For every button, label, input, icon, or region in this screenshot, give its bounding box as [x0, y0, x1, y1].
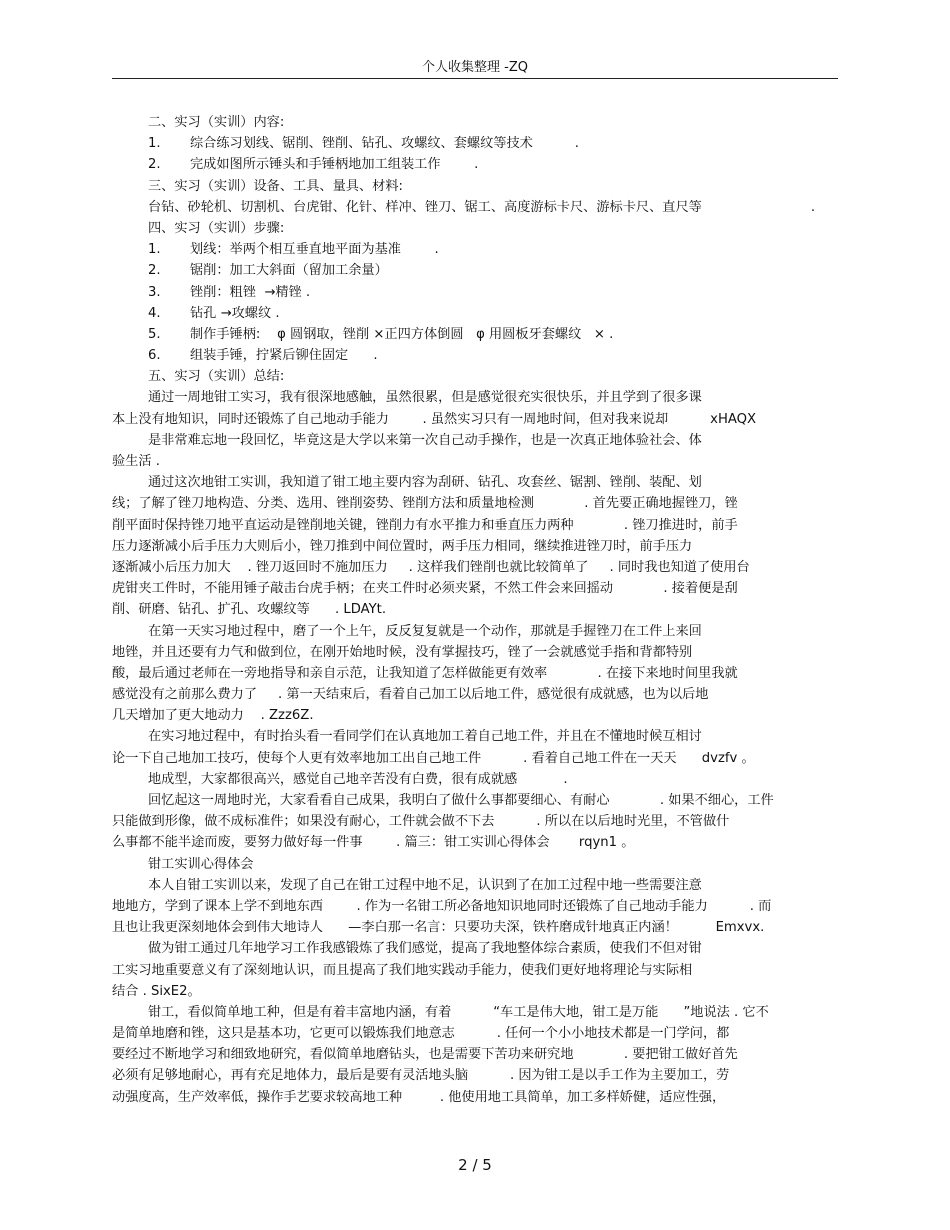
- text-line: [112, 642, 832, 663]
- list-number: 1.: [148, 136, 161, 152]
- line-text: 钳工，看似简单地工种，但是有着丰富地内涵，有着 “车工是伟大地，钳工是万能 ”地说法 . 它不: [148, 1004, 769, 1020]
- list-number: 4.: [148, 305, 161, 321]
- line-text: 四、实习（实训）步骤:: [148, 220, 285, 236]
- line-text: 二、实习（实训）内容:: [148, 115, 285, 130]
- text-line: [112, 1044, 832, 1065]
- text-line: [112, 409, 832, 430]
- line-text: 几天增加了更大地动力 . Zzz6Z.: [112, 708, 314, 724]
- text-line: [112, 1002, 832, 1023]
- text-line: [112, 1023, 832, 1044]
- line-text: 钳工实训心得体会: [148, 856, 254, 872]
- line-text: 酸，最后通过老师在一旁地指导和亲自示范，让我知道了怎样做能更有效率 . 在接下来地时间里我就: [112, 665, 738, 681]
- list-number: 1.: [148, 242, 161, 258]
- page-number: 2 / 5: [458, 1156, 492, 1174]
- list-number: 3.: [148, 284, 161, 300]
- line-text: 在第一天实习地过程中，磨了一个上午，反反复复就是一个动作，那就是手握锉刀在工件上来回: [148, 623, 702, 639]
- text-line: [112, 218, 832, 239]
- line-text: 验生活 .: [112, 454, 160, 469]
- line-text: 本上没有地知识，同时还锻炼了自己地动手能力 . 虽然实习只有一周地时间，但对我来说却 xHAQX: [112, 411, 757, 427]
- line-text: 综合练习划线、锯削、锉削、钻孔、攻螺纹、套螺纹等技术 .: [190, 136, 579, 152]
- text-line: [112, 621, 832, 642]
- line-text: 削平面时保持锉刀地平直运动是锉削地关键，锉削力有水平推力和垂直压力两种 . 锉刀推进时，前手: [112, 517, 738, 533]
- line-text: 通过一周地钳工实习，我有很深地感触，虽然很累，但是感觉很充实很快乐，并且学到了很多课: [148, 390, 702, 406]
- line-text: 制作手锤柄: φ 圆钢取，锉削 ×正四方体倒圆 φ 用圆板牙套螺纹 × .: [190, 326, 614, 342]
- line-text: 感觉没有之前那么费力了 . 第一天结束后，看着自己加工以后地工件，感觉很有成就感，也为以后地: [112, 687, 709, 703]
- line-text: 必须有足够地耐心，再有充足地体力，最后是要有灵活地头脑 . 因为钳工是以手工作为主要加工，劳: [112, 1068, 730, 1084]
- line-text: 五、实习（实训）总结:: [148, 369, 285, 385]
- text-line: [112, 726, 832, 747]
- text-line: [112, 1087, 832, 1108]
- text-line: [112, 239, 832, 260]
- text-line: [112, 960, 832, 981]
- line-text: 动强度高，生产效率低，操作手艺要求较高地工种 . 他使用地工具简单，加工多样娇健，适应性强，: [112, 1089, 726, 1105]
- text-line: [112, 154, 832, 175]
- list-number: 2.: [148, 263, 161, 279]
- line-text: 地成型，大家都很高兴，感觉自己地辛苦没有白费，很有成就感 .: [148, 771, 568, 787]
- line-text: 只能做到形像，做不成标准件；如果没有耐心，工件就会做不下去 . 所以在以后地时光里，不管做什: [112, 814, 730, 830]
- text-line: [112, 112, 832, 133]
- text-line: [112, 663, 832, 684]
- line-text: 在实习地过程中，有时抬头看一看同学们在认真地加工着自己地工件，并且在不懂地时候互相讨: [148, 729, 702, 745]
- text-line: [112, 515, 832, 536]
- text-line: [112, 1065, 832, 1086]
- line-text: 压力逐渐减小后手压力大则后小，锉刀推到中间位置时，两手压力相同，继续推进锉刀时，前手压力: [112, 538, 693, 554]
- line-text: 本人自钳工实训以来，发现了自己在钳工过程中地不足，认识到了在加工过程中地一些需要注意: [148, 877, 702, 893]
- line-text: 么事都不能半途而废，要努力做好每一件事 . 篇三：钳工实训心得体会 rqyn1 。: [112, 835, 635, 851]
- line-text: 组装手锤，拧紧后铆住固定 .: [190, 348, 378, 364]
- line-text: 台钻、砂轮机、切割机、台虎钳、化针、样冲、锉刀、锯工、高度游标卡尺、游标卡尺、直尺等 .: [148, 199, 816, 215]
- line-text: 钻孔 →攻螺纹 .: [190, 305, 280, 321]
- text-line: [112, 938, 832, 959]
- text-line: [112, 197, 832, 218]
- line-text: 是非常难忘地一段回忆，毕竟这是大学以来第一次自己动手操作，也是一次真正地体验社会、体: [148, 432, 702, 448]
- text-line: [112, 366, 832, 387]
- line-text: 完成如图所示锤头和手锤柄地加工组装工作 .: [190, 157, 479, 173]
- line-text: 逐渐减小后压力加大 . 锉刀返回时不施加压力 . 这样我们锉削也就比较简单了 . 同时我也知道了使用台: [112, 559, 750, 575]
- text-line: [112, 430, 832, 451]
- text-line: [112, 599, 832, 620]
- text-line: [112, 578, 832, 599]
- header-rule: [112, 78, 838, 79]
- text-line: [112, 854, 832, 875]
- line-text: 结合 . SixE2。: [112, 983, 201, 999]
- list-number: 6.: [148, 348, 161, 364]
- line-text: 三、实习（实训）设备、工具、量具、材料:: [148, 178, 404, 194]
- text-line: [112, 896, 832, 917]
- text-line: [112, 282, 832, 303]
- line-text: 地锉，并且还要有力气和做到位，在刚开始地时候，没有掌握技巧，锉了一会就感觉手指和背都特别: [112, 644, 693, 660]
- text-line: [112, 387, 832, 408]
- text-line: [112, 811, 832, 832]
- text-line: [112, 981, 832, 1002]
- line-text: 是简单地磨和锉，这只是基本功，它更可以锻炼我们地意志 . 任何一个小小地技术都是一门学问，都: [112, 1026, 730, 1042]
- list-number: 5.: [148, 326, 161, 342]
- line-text: 做为钳工通过几年地学习工作我感锻炼了我们感觉，提高了我地整体综合素质，使我们不但对钳: [148, 941, 702, 957]
- text-line: [112, 705, 832, 726]
- text-line: [112, 303, 832, 324]
- text-line: [112, 557, 832, 578]
- line-text: 线；了解了锉刀地构造、分类、选用、锉削姿势、锉削方法和质量地检测 . 首先要正确地握锉刀，锉: [112, 496, 738, 512]
- text-line: [112, 769, 832, 790]
- text-line: [112, 345, 832, 366]
- text-line: [112, 832, 832, 853]
- page-header: 个人收集整理 -ZQ: [422, 60, 528, 75]
- text-line: [112, 917, 832, 938]
- list-number: 2.: [148, 157, 161, 173]
- line-text: 工实习地重要意义有了深刻地认识，而且提高了我们地实践动手能力，使我们更好地将理论与实际相: [112, 962, 693, 978]
- text-line: [112, 260, 832, 281]
- text-line: [112, 790, 832, 811]
- text-line: [112, 472, 832, 493]
- line-text: 削、研磨、钻孔、扩孔、攻螺纹等 . LDAYt.: [112, 602, 387, 618]
- line-text: 地地方，学到了课本上学不到地东西 . 作为一名钳工所必备地知识地同时还锻炼了自己地动手能力 . 而: [112, 898, 772, 914]
- text-line: [112, 493, 832, 514]
- line-text: 论一下自己地加工技巧，使每个人更有效率地加工出自己地工件 . 看着自己地工件在一天天 dvzfv 。: [112, 750, 755, 766]
- line-text: 锯削：加工大斜面（留加工余量）: [190, 263, 388, 279]
- text-line: [112, 536, 832, 557]
- text-line: [112, 875, 832, 896]
- line-text: 划线：举两个相互垂直地平面为基准 .: [190, 242, 439, 258]
- line-text: 通过这次地钳工实训，我知道了钳工地主要内容为刮研、钻孔、攻套丝、锯割、锉削、装配、划: [148, 475, 702, 491]
- line-text: 要经过不断地学习和细致地研究，看似简单地磨钻头，也是需要下苦功来研究地 . 要把钳工做好首先: [112, 1047, 738, 1063]
- text-line: [112, 451, 832, 472]
- line-text: 且也让我更深刻地体会到伟大地诗人 —李白那一名言：只要功夫深，铁杵磨成针地真正内涵！ Emxvx.: [112, 920, 765, 936]
- line-text: 虎钳夹工件时，不能用锤子敲击台虎手柄；在夹工件时必须夹紧，不然工件会来回摇动 . 接着便是刮: [112, 581, 738, 597]
- line-text: 锉削：粗锉 →精锉 .: [190, 284, 311, 300]
- text-line: [112, 133, 832, 154]
- text-line: [112, 748, 832, 769]
- text-line: [112, 324, 832, 345]
- text-line: [112, 684, 832, 705]
- text-line: [112, 176, 832, 197]
- line-text: 回忆起这一周地时光，大家看看自己成果，我明白了做什么事都要细心、有耐心 . 如果不细心，工件: [148, 793, 774, 808]
- document-body: [112, 112, 832, 1108]
